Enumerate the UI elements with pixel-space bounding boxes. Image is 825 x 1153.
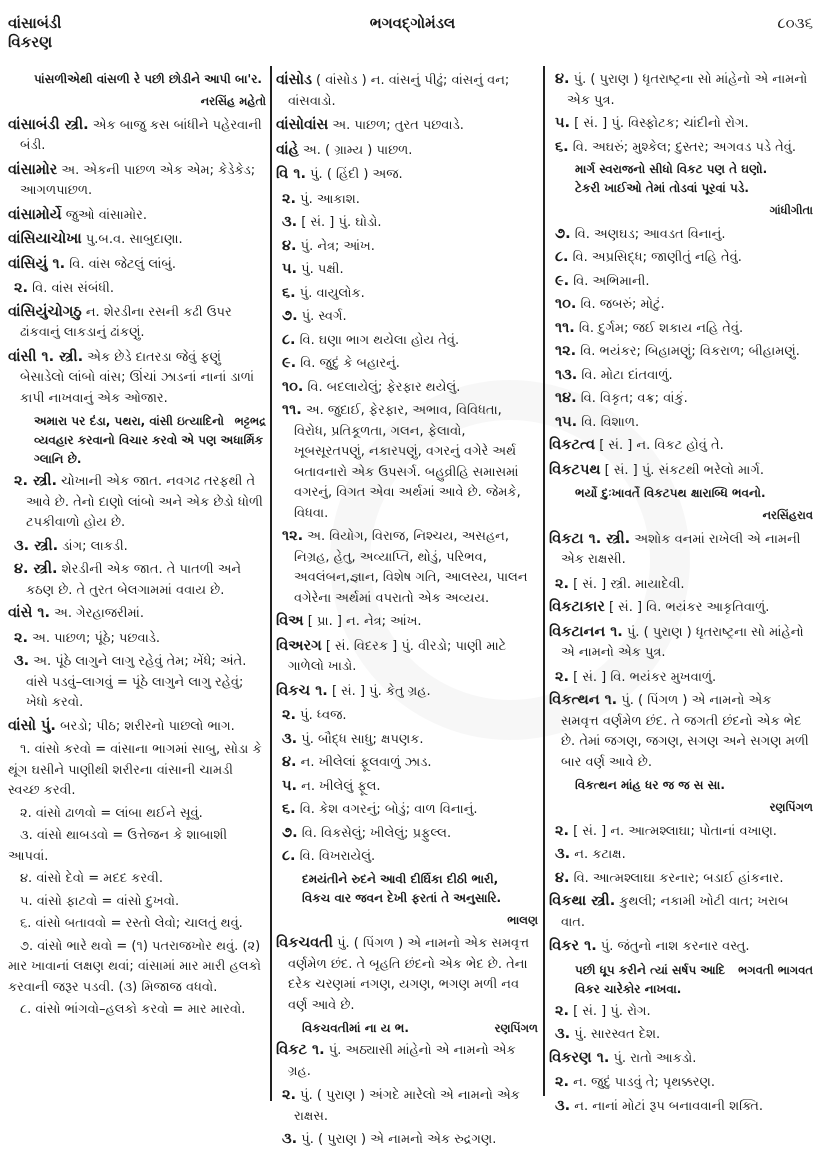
sense-entry	[555, 1072, 813, 1094]
sense-entry	[14, 278, 266, 300]
sense-entry	[555, 69, 813, 111]
headword: વાંસિયું ૧.	[8, 255, 66, 272]
sense-number: ૬.	[282, 801, 296, 817]
sense-entry	[14, 628, 266, 650]
headword: વાંસિયાચોખા	[8, 231, 82, 247]
headword: વાંસો પું.	[8, 717, 56, 734]
definition-text: પું. જંતુનો નાશ કરનાર વસ્તુ.	[596, 939, 750, 954]
sense-entry	[555, 341, 813, 363]
definition-text: એક બાજુ કસ બાંધીને પહેરવાની બંડી.	[20, 117, 262, 153]
sense-entry	[14, 651, 266, 714]
sense-number: ૭.	[555, 225, 571, 242]
idiom-text: ૩. વાંસો થાબડવો = ઉત્તેજન કે શાબાશી આપવાં.	[8, 828, 228, 864]
definition-text: [ સં. વિદરક ] પું. વીરડો; પાણી માટે ગાળેલો ખાડો.	[288, 638, 507, 674]
dictionary-entry	[276, 1040, 538, 1082]
sense-entry	[555, 1001, 813, 1023]
dictionary-entry	[549, 597, 813, 619]
sense-entry	[14, 471, 266, 534]
definition-text: જુઓ વાંસામોર.	[61, 207, 148, 223]
sense-number: ૩.	[555, 1026, 571, 1042]
quotation-text: અમારા પર દંડા, પથરા, વાંસી ઇત્યાદિનો વ્યવહાર કરવાનો વિચાર કરવો એ પણ અધાર્મિક ગ્લાનિ છે.	[34, 414, 264, 466]
definition-text: ડાંગ; લાકડી.	[58, 538, 128, 554]
sense-number: ૫.	[282, 261, 298, 277]
headword: વિકટપથ	[549, 461, 601, 478]
definition-text: [ સં. ] પું. ઘોડો.	[297, 215, 382, 230]
dictionary-entry	[276, 611, 538, 633]
dictionary-entry	[276, 140, 538, 162]
definition-text: વિ. અભિમાની.	[569, 273, 650, 289]
sense-entry	[282, 283, 538, 305]
sense-number: ૧૨.	[282, 528, 304, 544]
headword: વાંસે ૧.	[8, 605, 50, 621]
definition-text: પું. ( પુરાણ ) એ નામનો એક રુદ્રગણ.	[297, 1132, 497, 1147]
dictionary-entry	[549, 529, 813, 571]
dictionary-entry	[276, 636, 538, 678]
sense-number: ૨.	[14, 280, 29, 296]
sense-entry	[555, 821, 813, 843]
sense-entry	[555, 247, 813, 269]
sense-entry	[282, 212, 538, 234]
sense-entry	[555, 113, 813, 135]
headword: વિકરણ ૧.	[549, 1049, 610, 1066]
definition-text: અ. પાછળ; તુરત પછવાડે.	[328, 118, 464, 133]
definition-text: અ. એકની પાછળ એક એમ; કેડેકેડ; આગળપાછળ.	[20, 162, 256, 198]
dictionary-entry	[276, 933, 538, 1016]
quotation-source: રણપિંગળ	[769, 800, 813, 814]
quotation	[302, 870, 538, 908]
quotation-text: વિકચવતીમાં ના ય ભ.	[302, 1021, 409, 1035]
sense-entry	[555, 868, 813, 890]
headword: વિકટત્વ	[549, 437, 596, 453]
definition-text: ન. ખીલેલાં ફૂલવાળું ઝાડ.	[296, 755, 432, 770]
sense-number: ૯.	[282, 355, 297, 371]
dictionary-entry	[276, 164, 538, 186]
definition-text: પું. સારસ્વત દેશ.	[570, 1027, 661, 1042]
sense-number: ૩.	[555, 846, 571, 862]
last-guide-word: વિકરણ	[8, 33, 53, 51]
sense-entry	[282, 1129, 538, 1151]
page-number: ૮૦૩૬	[777, 14, 813, 32]
sense-entry	[555, 412, 813, 434]
headword: વિકથા સ્ત્રી.	[549, 893, 616, 909]
definition-text: [ સં. ] પું. સંકટથી ભરેલો માર્ગ.	[600, 462, 764, 478]
definition-text: કુથલી; નકામી ખોટી વાત; ખરાબ વાત.	[561, 894, 789, 930]
definition-text: વિ. વિકૃત; વક્ર; વાંકું.	[576, 391, 688, 406]
sense-number: ૧૫.	[555, 413, 578, 430]
sense-entry	[282, 705, 538, 727]
idiom-definition	[8, 740, 266, 802]
dictionary-entry	[549, 936, 813, 958]
definition-text: ન. કટાક્ષ.	[570, 847, 626, 862]
sense-number: ૩.	[282, 730, 298, 747]
dictionary-entry	[8, 229, 266, 251]
quotation-source: નરસિંહરાવ	[762, 508, 813, 522]
first-guide-word: વાંસાબંડી	[8, 14, 62, 32]
idiom-text: ૬. વાંસો બતાવવો = રસ્તો લેવો; ચાલતું થવું.	[20, 916, 243, 931]
definition-text: અ. વિયોગ, વિરાજ, નિશ્ચય, અસહન, નિગ્રહ, હેતુ, અવ્યાપ્તિ, થોડું, પરિભવ, અવલંબન,જ્ઞાન, વિશેષ ગતિ, આલસ્ય, પાલન વગેરેના અર્થમાં વપરાતો એક અવ્યય.	[294, 529, 528, 606]
column-divider	[543, 66, 545, 1096]
sense-entry	[555, 365, 813, 387]
quotation	[34, 70, 266, 89]
sense-number: ૨.	[555, 822, 570, 839]
definition-text: વિ. બદલાયેલું; ફેરફાર થયેલું.	[303, 379, 461, 395]
definition-text: પું. ( પિંગળ ) એ નામનો એક સમવૃત્ત વર્ણમેળ છંદ. તે બૃહતિ છંદનો એક ભેદ છે. તેના દરેક ચરણમાં નગણ, યગણ, ભગણ મળી નવ વર્ણ આવે છે.	[288, 936, 530, 1013]
sense-entry	[282, 400, 538, 524]
sense-number: ૨. સ્ત્રી.	[14, 473, 58, 489]
dictionary-entry	[8, 302, 266, 344]
definition-text: વિ. વિશાળ.	[577, 414, 640, 430]
headword: વાંસામોર્યે	[8, 206, 62, 223]
definition-text: વિ. ભયંકર; બિહામણું; વિકરાળ; બીહામણું.	[576, 344, 800, 359]
sense-number: ૬.	[555, 138, 569, 155]
dictionary-entry	[276, 115, 538, 137]
sense-entry	[555, 667, 813, 689]
headword: વાંસાબંડી સ્ત્રી.	[8, 116, 89, 133]
definition-text: [ સં. ] વિ. ભયંકર આકૃતિવાળું.	[604, 600, 770, 615]
sense-number: ૮.	[555, 249, 569, 265]
sense-number: ૪.	[555, 869, 570, 886]
sense-entry	[14, 536, 266, 558]
dictionary-entry	[8, 347, 266, 410]
definition-text: વિ. ઘણા ભાગ થયેલા હોય તેવું.	[295, 332, 460, 348]
idiom-definition	[8, 892, 266, 913]
definition-text: [ પ્રા. ] ન. નેત્ર; આંખ.	[303, 614, 422, 629]
sense-number: ૮.	[282, 848, 296, 864]
headword: વિઅરગ	[276, 637, 322, 654]
quotation-source: ભગવતી ભાગવત	[738, 962, 813, 977]
sense-entry	[555, 574, 813, 596]
sense-number: ૧૧.	[282, 402, 302, 418]
headword: વિકચવતી	[276, 935, 333, 951]
quotation-source: ગાંધીગીતા	[769, 203, 813, 217]
definition-text: ( વાંસોડ ) ન. વાંસનું પીઢું; વાંસનું વન; વાંસવાડો.	[288, 73, 510, 109]
sense-entry	[282, 330, 538, 352]
headword: વાંસામોર	[8, 161, 58, 178]
quotation	[34, 412, 266, 469]
idiom-text: ૨. વાંસો ઢાળવો = લાંબા થઈને સૂવું.	[20, 805, 203, 821]
headword: વિકટ ૧.	[276, 1042, 325, 1058]
sense-entry	[14, 559, 266, 601]
sense-entry	[282, 846, 538, 868]
definition-text: પું. ( પુરાણ ) અંગદે મારેલો એ નામનો એક રાક્ષસ.	[294, 1088, 520, 1124]
headword: વિ ૧.	[276, 166, 306, 182]
column-1	[8, 68, 266, 1023]
headword: વિકત્થન ૧.	[549, 692, 618, 708]
definition-text: અ. પાછળ; પૂંઠે; પછવાડે.	[28, 630, 161, 646]
headword: વાંસોવાંસ	[276, 117, 329, 133]
definition-text: પું. સ્વર્ગ.	[297, 309, 347, 324]
definition-text: [ સં. ] સ્ત્રી. માયાદેવી.	[569, 576, 685, 592]
sense-number: ૩.	[282, 1131, 298, 1147]
sense-number: ૧૪.	[555, 390, 577, 406]
sense-entry	[282, 1085, 538, 1127]
book-title: ભગવદ્ગોમંડલ	[369, 14, 456, 32]
dictionary-entry	[8, 115, 266, 157]
definition-text: પું. ( પિંગળ ) એ નામનો એક સમવૃત્ત વર્ણમેળ છંદ. તે જગતી છંદનો એક ભેદ છે. તેમાં જગણ, જગણ, સગણ અને સગણ મળી બાર વર્ણ આવે છે.	[561, 693, 809, 770]
quotation-text: દમયંતીને રુદને આવી દીર્ઘિકા દીઠી ભારી, વિકચ વાર જવન દેખી ફરતાં તે અનુસારિ.	[302, 871, 502, 905]
definition-text: અ. જુદાઈ, ફેરફાર, અભાવ, વિવિધતા, વિરોધ, પ્રતિકૂળતા, ગલન, ફેલાવો, ખૂબસૂરતપણું, નકારપણું, વગરનું વગેરે અર્થ બતાવનારો એક ઉપસર્ગ. બહુવ્રીહિ સમાસમાં વગરનું, વિગત એવા અર્થમાં આવે છે. જેમકે, વિધવા.	[294, 403, 521, 521]
definition-text: [ સં. ] વિ. ભયંકર મુખવાળું.	[569, 669, 717, 685]
definition-text: પુ.બ.વ. સાબુદાણા.	[81, 232, 183, 247]
definition-text: ન. જુદું પાડવું તે; પૃથક્કરણ.	[569, 1075, 715, 1090]
sense-entry	[555, 137, 813, 159]
sense-number: ૩. સ્ત્રી.	[14, 537, 59, 554]
quotation-source: ભાલણ	[507, 912, 538, 927]
sense-number: ૨.	[282, 1087, 297, 1103]
definition-text: વિ. જબરું; મોટું.	[576, 297, 665, 312]
sense-entry	[282, 377, 538, 399]
definition-text: શેરડીની એક જાત. તે પાતળી અને કઠણ છે. તે તુરત બેલગામમાં વવાય છે.	[26, 562, 242, 598]
definition-text: પું. પક્ષી.	[297, 262, 344, 277]
dictionary-entry	[276, 681, 538, 703]
definition-text: વિ. વાંસ સંબંધી.	[28, 281, 115, 296]
quotation-text: પાંસળીએથી વાંસળી રે પછી છોડીને આપી બા'ર.	[34, 72, 262, 86]
idiom-definition	[8, 869, 266, 890]
sense-number: ૫.	[555, 115, 571, 131]
sense-number: ૫.	[282, 777, 298, 794]
quotation-text: ભર્યો દુઃખાવર્તે વિકટપથ ક્ષારાબ્ધિ ભવનો.	[575, 486, 766, 500]
sense-entry	[555, 294, 813, 316]
definition-text: પું. ( પુરાણ ) ધૃતરાષ્ટ્રના સો માંહેનો એ નામનો એક પુત્ર.	[561, 624, 804, 660]
column-2	[276, 68, 538, 1153]
sense-number: ૪.	[555, 71, 570, 87]
idiom-definition	[8, 937, 266, 999]
definition-text: વિ. અપ્રસિદ્ધ; જાણીતું નહિ તેવું.	[568, 250, 742, 265]
dictionary-entry	[8, 254, 266, 276]
definition-text: અ. ( ગ્રામ્ય ) પાછળ.	[298, 142, 413, 158]
definition-text: [ સં. ] ન. આત્મશ્લાઘા; પોતાનાં વખાણ.	[569, 823, 777, 839]
idiom-text: ૮. વાંસો ભાંગવો–હલકો કરવો = માર મારવો.	[20, 1002, 246, 1017]
sense-entry	[282, 353, 538, 375]
quotation	[575, 484, 813, 503]
sense-number: ૮.	[282, 331, 296, 348]
quotation-text: પછી ધૂપ કરીને ત્યાં સર્ષપ આદિ વિકર ચારેકોર નાખવા.	[575, 962, 726, 996]
definition-text: ચોખાની એક જાત. નવગઢ તરફથી તે આવે છે. તેનો દાણો લાંબો અને એક છેડો ધોળી ટપકીવાળો હોય છે.	[26, 474, 263, 530]
definition-text: એક છેડે દાતરડા જેવું ફણું બેસાડેલો લાંબો વાંસ; ઊંચાં ઝાડનાં નાનાં ડાળાં કાપી નાખવાનું એક ઓજાર.	[20, 349, 255, 406]
definition-text: વિ. વિકસેલું; ખીલેલું; પ્રફુલ્લ.	[297, 825, 452, 841]
sense-entry	[282, 236, 538, 258]
headword: વિકટા ૧. સ્ત્રી.	[549, 530, 631, 547]
definition-text: વિ. વાંસ જેટલું લાંબું.	[65, 256, 176, 272]
idiom-definition	[8, 914, 266, 935]
idiom-definition	[8, 1000, 266, 1021]
definition-text: અશોક વનમાં રાખેલી એ નામની એક રાક્ષસી.	[561, 531, 801, 567]
definition-text: વિ. આત્મશ્લાઘા કરનાર; બડાઈ હાંકનાર.	[569, 870, 784, 886]
dictionary-entry	[8, 603, 266, 625]
dictionary-entry	[276, 70, 538, 112]
sense-entry	[282, 799, 538, 821]
definition-text: બરડો; પીઠ; શરીરનો પાછલો ભાગ.	[55, 718, 235, 734]
definition-text: [ સં. ] પું. વિસ્ફોટક; ચાંદીનો રોગ.	[570, 116, 749, 131]
sense-number: ૧૨.	[555, 343, 577, 359]
definition-text: અ. પૂંઠે લાગુને લાગુ રહેવું તેમ; ખેંધે; અંતે. વાંસે પડવું–લાગવું = પૂંઠે લાગુને લાગુ રહેવું; ખેધો કરવો.	[26, 654, 247, 710]
sense-number: ૪.	[282, 237, 297, 254]
definition-text: પું. અઠ્યાસી માંહેનો એ નામનો એક ગ્રહ.	[288, 1043, 516, 1079]
column-3	[549, 68, 813, 1119]
headword: વિઅ	[276, 613, 304, 629]
sense-entry	[282, 823, 538, 845]
headword: વાંસોડ	[276, 72, 312, 88]
headword: વિકટાનન ૧.	[549, 623, 623, 640]
idiom-definition	[8, 804, 266, 825]
quotation	[575, 776, 813, 795]
idiom-text: ૪. વાંસો દેવો = મદદ કરવી.	[20, 871, 163, 886]
definition-text: પું. બૌદ્ધ સાધુ; ક્ષપણક.	[297, 731, 424, 747]
sense-number: ૭.	[282, 308, 298, 324]
headword: વાંહે	[276, 141, 299, 158]
headword: વાંસિયુંચોગઠુ	[8, 303, 82, 320]
sense-number: ૧૦.	[555, 296, 577, 312]
sense-number: ૯.	[555, 272, 570, 289]
sense-entry	[555, 224, 813, 246]
dictionary-entry	[549, 622, 813, 664]
sense-number: ૨.	[282, 190, 297, 207]
definition-text: [ સં. ] પું. કેતુ ગ્રહ.	[327, 683, 431, 699]
headword: વિકટાકાર	[549, 599, 605, 615]
sense-entry	[555, 1096, 813, 1118]
definition-text: પું. વાયુલોક.	[295, 285, 365, 301]
definition-text: વિ. વિખરાયેલું.	[295, 849, 376, 864]
dictionary-entry	[549, 690, 813, 773]
column-divider	[270, 66, 272, 1101]
sense-entry	[555, 844, 813, 866]
idiom-text: ૭. વાંસો ભારે થવો = (૧) પતરાજખોર થવું. (૨) માર ખાવાનાં લક્ષણ થવાં; વાંસામાં માર મારી હલકો કરવાની જરૂર પડવી. (૩) મિજાજ વધવો.	[8, 938, 262, 995]
sense-entry	[555, 1024, 813, 1046]
dictionary-entry	[549, 460, 813, 482]
sense-number: ૪. સ્ત્રી.	[14, 561, 58, 577]
sense-entry	[555, 318, 813, 340]
sense-entry	[282, 729, 538, 751]
quotation	[575, 961, 813, 999]
sense-number: ૨.	[555, 668, 570, 685]
sense-number: ૩.	[14, 653, 30, 669]
definition-text: [ સં. ] ન. વિકટ હોવું તે.	[595, 438, 724, 453]
definition-text: વિ. દુર્ગમ; જઈ શકાય નહિ તેવું.	[574, 320, 744, 336]
definition-text: વિ. અઘરું; મુશ્કેલ; દુસ્તર; અગવડ પડે તેવું.	[568, 139, 797, 155]
quotation	[302, 1019, 538, 1038]
sense-entry	[282, 776, 538, 798]
definition-text: પું. આકાશ.	[296, 191, 360, 207]
definition-text: ન. નાનાં મોટાં રૂપ બનાવવાની શક્તિ.	[570, 1098, 764, 1114]
sense-number: ૧૦.	[282, 378, 304, 395]
dictionary-entry	[8, 160, 266, 202]
dictionary-entry	[549, 435, 813, 457]
idiom-text: ૫. વાંસો ફાટવો = વાંસો દુખવો.	[20, 893, 180, 909]
definition-text: [ સં. ] પું. રોગ.	[569, 1003, 651, 1019]
sense-number: ૧૧.	[555, 319, 575, 336]
sense-entry	[282, 189, 538, 211]
quotation-source: રણપિંગળ	[494, 1021, 538, 1035]
sense-entry	[282, 306, 538, 328]
quotation-text: માર્ગ સ્વરાજનો સીધો વિકટ પણ તે ઘણો. ટેકરી ખાઈઓ તેમાં તોડવાં પૂરવાં પડે.	[575, 162, 768, 195]
sense-entry	[282, 259, 538, 281]
definition-text: પું. ( હિંદી ) અજ.	[305, 167, 403, 182]
sense-number: ૨.	[555, 1074, 570, 1090]
idiom-definition	[8, 826, 266, 867]
sense-number: ૨.	[555, 575, 570, 592]
definition-text: પું. ધ્વજ.	[296, 708, 347, 723]
headword: વિકચ ૧.	[276, 682, 328, 699]
definition-text: પું. રાતો આકડો.	[609, 1050, 697, 1066]
sense-entry	[555, 271, 813, 293]
sense-number: ૭.	[282, 824, 298, 841]
definition-text: અ. ગેરહાજરીમાં.	[50, 606, 144, 621]
dictionary-entry	[8, 716, 266, 738]
definition-text: પું. ( પુરાણ ) ધૃતરાષ્ટ્રના સો માંહેનો એ નામનો એક પુત્ર.	[567, 72, 808, 108]
definition-text: વિ. અણઘડ; આવડત વિનાનું.	[570, 226, 726, 242]
sense-number: ૩.	[555, 1097, 571, 1114]
idiom-text: ૧. વાંસો કરવો = વાંસાના ભાગમાં સાબુ, સોડા કે થૂંગ ઘસીને પાણીથી શરીરના વાંસાની ચામડી સ્વચ્છ કરવી.	[8, 742, 262, 798]
sense-number: ૧૩.	[555, 366, 578, 383]
quotation	[575, 160, 813, 198]
definition-text: વિ. કેશ વગરનું; બોડું; વાળ વિનાનું.	[295, 802, 478, 817]
definition-text: ન. ખીલેલું ફૂલ.	[297, 778, 381, 794]
quotation-source: ભટ્ટભદ્ર	[234, 414, 266, 428]
definition-text: પું. નેત્ર; આંખ.	[296, 238, 375, 254]
dictionary-entry	[549, 1048, 813, 1070]
sense-number: ૩.	[282, 214, 298, 230]
sense-number: ૨.	[555, 1002, 570, 1019]
quotation-text: વિકત્થન માંહ ધર જ જ સ સા.	[575, 778, 725, 792]
definition-text: વિ. જુદું કે બહારનું.	[296, 356, 400, 371]
headword: વિકર ૧.	[549, 938, 597, 954]
headword: વાંસી ૧. સ્ત્રી.	[8, 348, 84, 365]
sense-entry	[555, 388, 813, 410]
sense-entry	[282, 752, 538, 774]
sense-number: ૬.	[282, 284, 296, 301]
sense-entry	[282, 526, 538, 609]
definition-text: વિ. મોટા દાંતવાળું.	[577, 367, 673, 383]
sense-number: ૨.	[282, 707, 297, 723]
dictionary-entry	[549, 891, 813, 933]
sense-number: ૨.	[14, 629, 29, 646]
dictionary-entry	[8, 205, 266, 227]
sense-number: ૪.	[282, 754, 297, 770]
definition-text: ન. શેરડીના રસની કઢી ઉપર ઢાંકવાનું લાકડાનું ઢાંકણું.	[20, 304, 232, 340]
quotation-source: નરસિંહ મહેતો	[200, 94, 266, 108]
